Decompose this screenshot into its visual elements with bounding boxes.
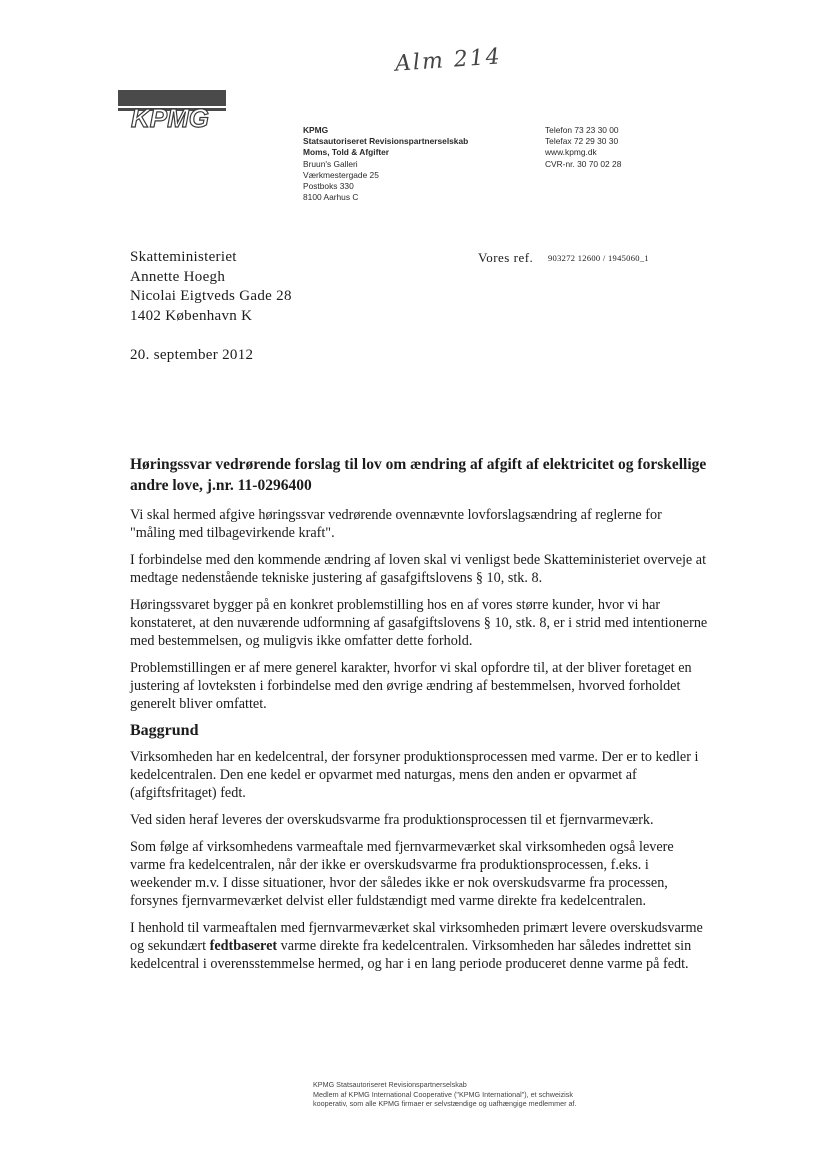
- contact-block: [545, 125, 621, 170]
- sender-address-line: Bruun's Galleri: [303, 158, 358, 169]
- phone-number: Telefon 73 23 30 00: [545, 125, 619, 135]
- website: www.kpmg.dk: [545, 147, 597, 158]
- background-paragraph: Som følge af virksomhedens varmeaftale med fjernvarmeværket skal virksomheden også levere varme fra kedelcentralen, når der ikke er overskudsvarme fra produktionsprocessen, f.eks. i weekender m.v. I disse situationer, hvor der således ikke er nok overskudsvarme fra processen, forsynes fjernvarmeværket delvist eller fuldstændigt med varme direkte fra kedelcentralen.: [130, 839, 674, 909]
- sender-address-line: 8100 Aarhus C: [303, 192, 359, 203]
- sender-company: KPMG: [303, 125, 329, 135]
- recipient-line: Skatteministeriet: [130, 249, 237, 265]
- body-paragraph: Høringssvaret bygger på en konkret problemstilling hos en af vores større kunder, hvor vi har konstateret, at den nuværende udformning af gasafgiftslovens § 10, stk. 8, er i strid med intentionerne med bestemmelsen, og muligvis ikke omfatter dette forhold.: [130, 597, 708, 649]
- letter-body: [130, 506, 710, 982]
- footer-line: Medlem af KPMG International Cooperative ("KPMG International"), et schweizisk: [313, 1089, 573, 1099]
- recipient-line: 1402 København K: [130, 307, 253, 324]
- sender-address-line: Postboks 330: [303, 181, 354, 192]
- letter-title: Høringssvar vedrørende forslag til lov om ændring af afgift af elektricitet og forskellige andre love, j.nr. 11-0296400: [130, 456, 707, 494]
- paragraph-text: varme direkte fra kedelcentralen. Virksomheden har således indrettet sin kedelcentral i overensstemmelse hermed, og har i en lang periode produceret denne varme på fedt.: [130, 938, 692, 972]
- fax-number: Telefax 72 29 30 30: [545, 136, 619, 147]
- sender-legal-name: Statsautoriseret Revisionspartnerselskab: [303, 136, 469, 147]
- page-footer: [313, 1080, 577, 1109]
- cvr-number: CVR-nr. 30 70 02 28: [545, 158, 622, 169]
- sender-address-line: Værkmestergade 25: [303, 169, 379, 180]
- letter-date: 20. september 2012: [130, 347, 254, 363]
- svg-text:KPMG: KPMG: [131, 103, 209, 130]
- sender-block: [303, 125, 468, 203]
- sender-department: Moms, Told & Afgifter: [303, 147, 390, 158]
- recipient-line: Nicolai Eigtveds Gade 28: [130, 288, 292, 304]
- background-paragraph: Ved siden heraf leveres der overskudsvarme fra produktionsprocessen til et fjernvarmeværk.: [130, 812, 654, 828]
- background-paragraph: [130, 919, 710, 973]
- kpmg-logo: [118, 90, 226, 130]
- paragraph-text: I henhold til varmeaftalen med fjernvarmeværket skal virksomheden primært levere overskudsvarme og sekundært: [130, 920, 703, 954]
- handwritten-note: Alm 214: [394, 44, 503, 77]
- reference-value: 903272 12600 / 1945060_1: [548, 253, 649, 263]
- body-paragraph: Problemstillingen er af mere generel karakter, hvorfor vi skal opfordre til, at der bliver foretaget en justering af lovteksten i forbindelse med den øvrige ændring af bestemmelsen, hvorved forholdet generelt bliver omfattet.: [130, 660, 692, 712]
- body-paragraph: Vi skal hermed afgive høringssvar vedrørende ovennævnte lovforslagsændring af reglerne for "måling med tilbagevirkende kraft".: [130, 507, 662, 541]
- recipient-address: [130, 248, 292, 326]
- footer-line: kooperativ, som alle KPMG firmaer er selvstændige og uafhængige medlemmer af.: [313, 1099, 577, 1109]
- section-heading: Baggrund: [130, 722, 199, 739]
- background-paragraph: Virksomheden har en kedelcentral, der forsyner produktionsprocessen med varme. Der er to kedler i kedelcentralen. Den ene kedel er opvarmet med naturgas, mens den anden er opvarmet af (afgiftsfritaget) fedt.: [130, 749, 699, 801]
- recipient-line: Annette Hoegh: [130, 268, 226, 285]
- reference-label: Vores ref.: [478, 250, 534, 265]
- body-paragraph: I forbindelse med den kommende ændring af loven skal vi venligst bede Skatteministeriet overveje at medtage nedenstående tekniske justering af gasafgiftslovens § 10, stk. 8.: [130, 552, 707, 586]
- footer-line: KPMG Statsautoriseret Revisionspartnerselskab: [313, 1080, 467, 1089]
- emphasized-word: fedtbaseret: [209, 938, 278, 954]
